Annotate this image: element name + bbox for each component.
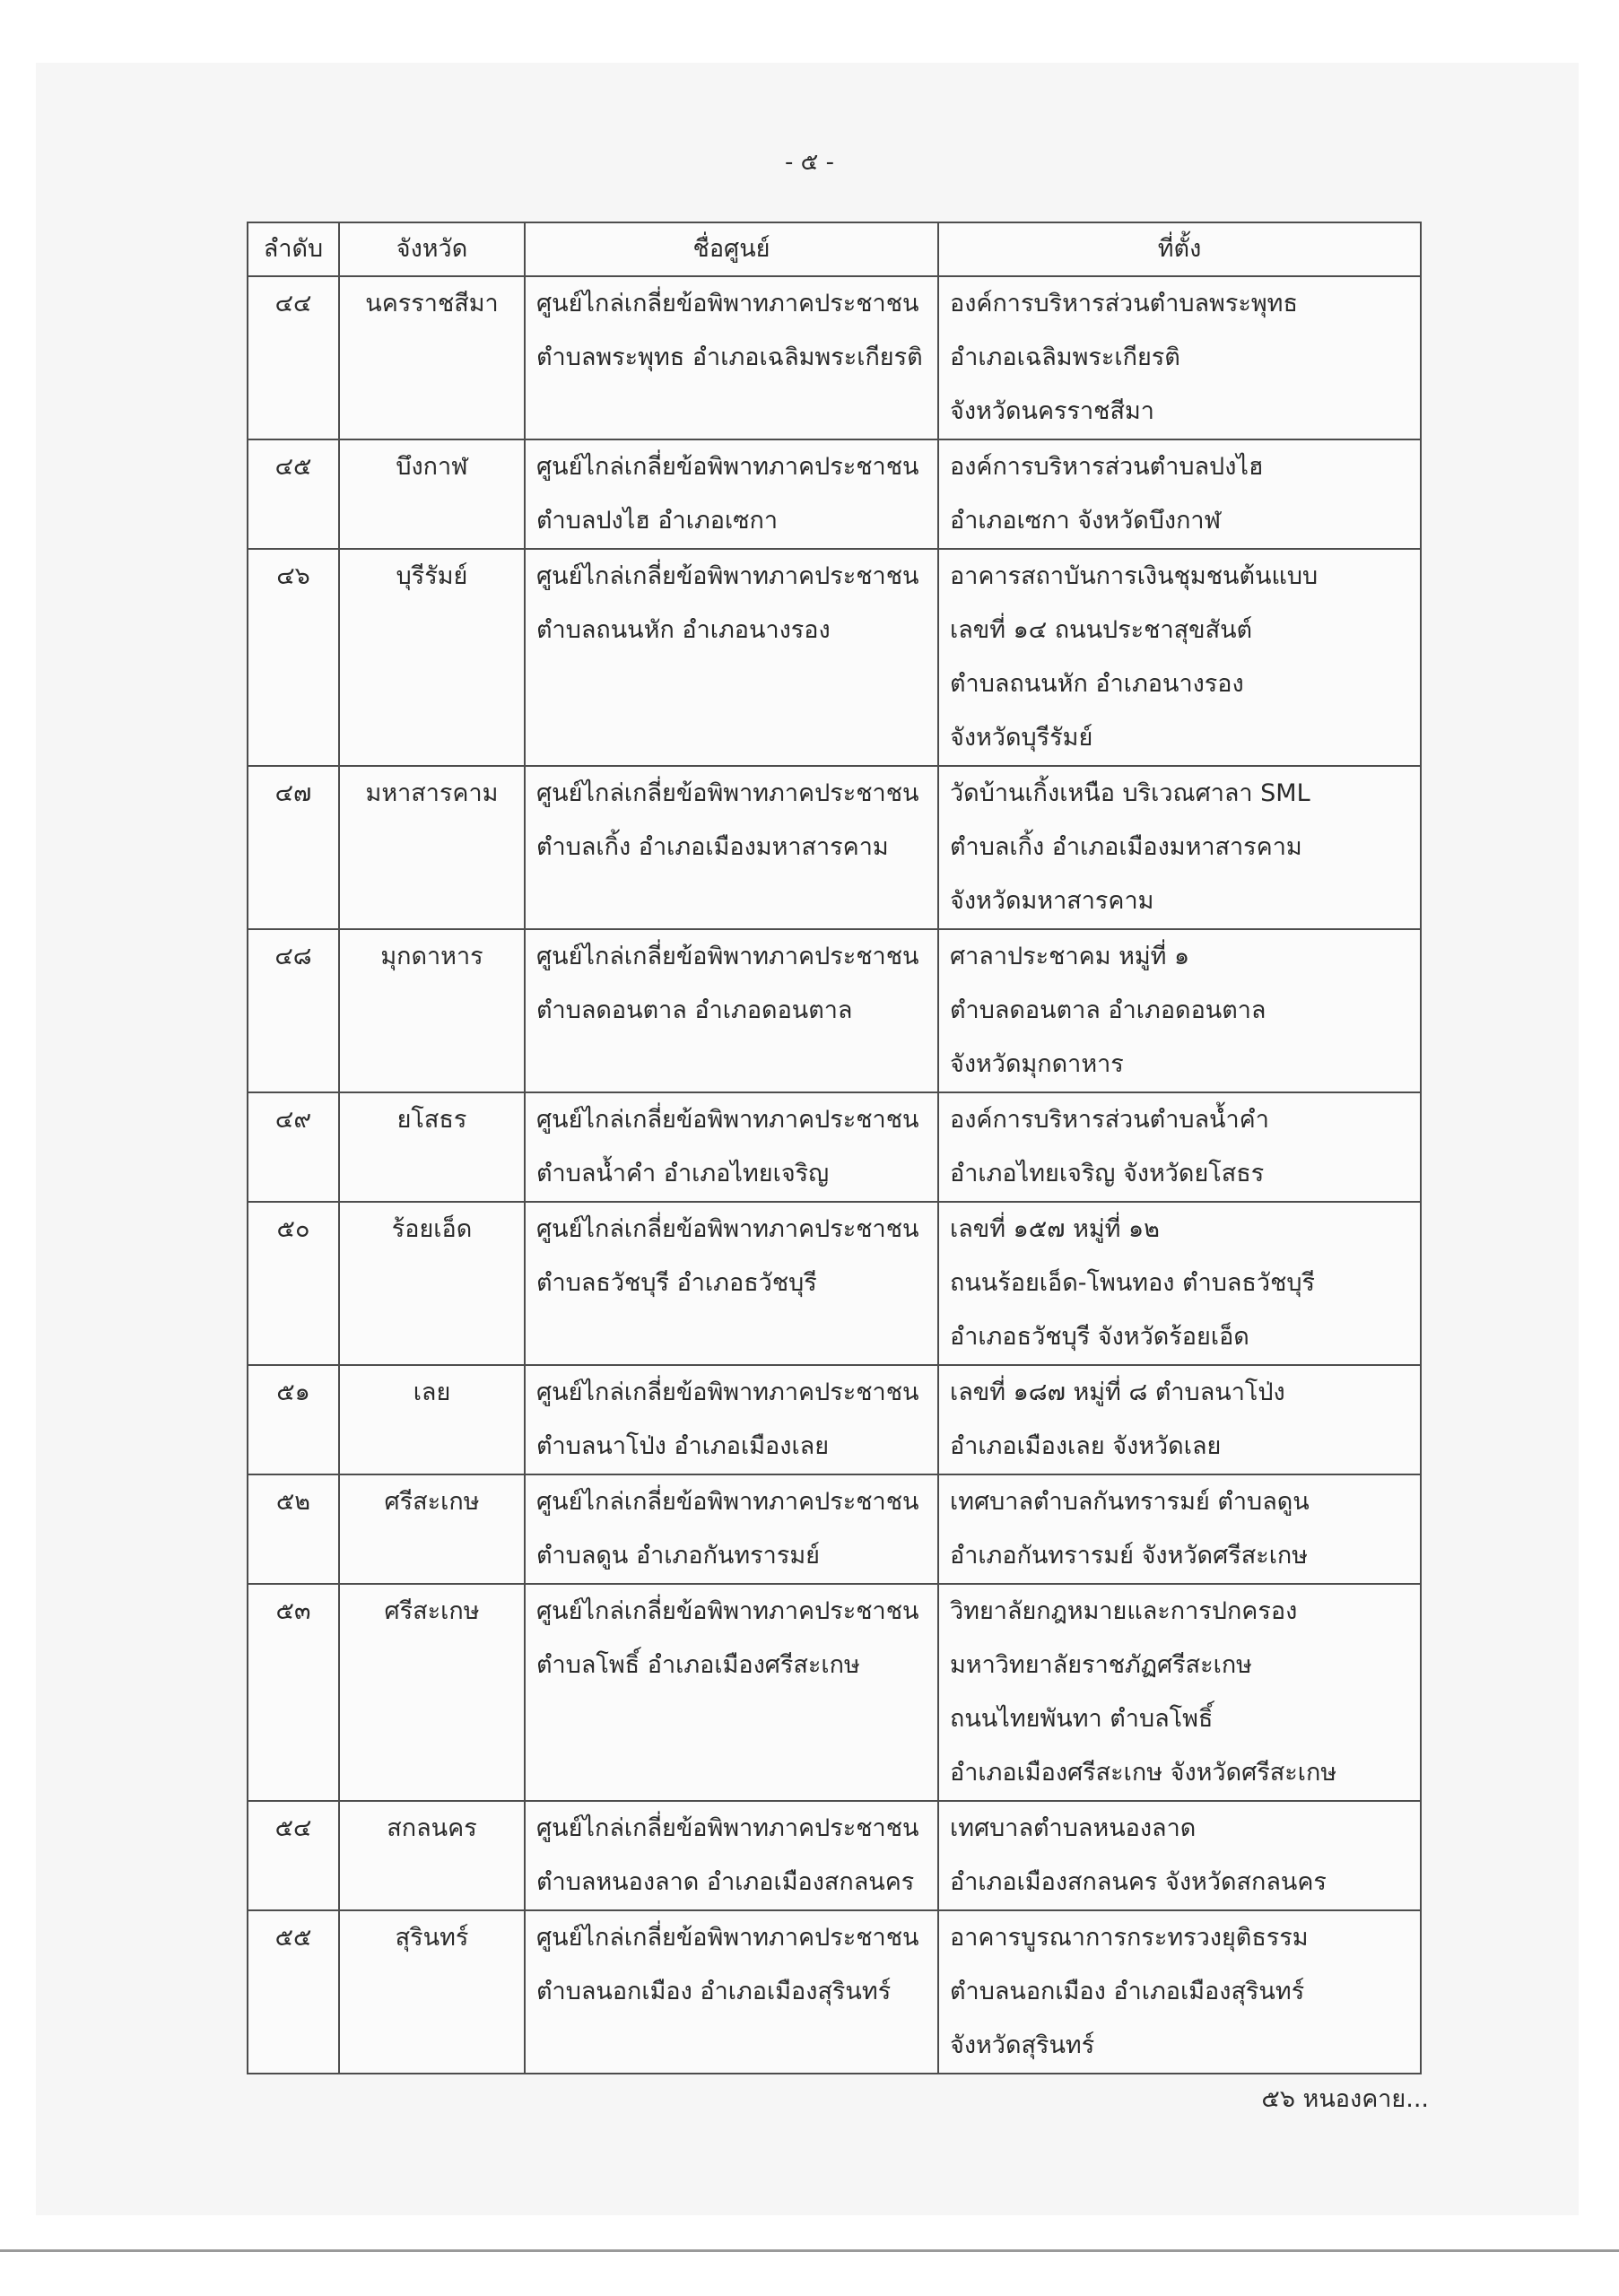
center-name-line: ตำบลปงไฮ อำเภอเซกา	[536, 507, 779, 535]
table-row	[248, 1202, 1421, 1365]
page-bottom-line	[0, 2249, 1619, 2252]
center-name-line: ตำบลถนนหัก อำเภอนางรอง	[536, 616, 831, 644]
location-line: อำเภอไทยเจริญ จังหวัดยโสธร	[950, 1160, 1265, 1187]
row-location	[938, 1092, 1421, 1202]
row-order-number: ๔๙	[248, 1092, 339, 1202]
col-header-province: จังหวัด	[339, 222, 525, 276]
col-header-center-name: ชื่อศูนย์	[525, 222, 938, 276]
row-province: สุรินทร์	[339, 1910, 525, 2074]
row-province: บุรีรัมย์	[339, 549, 525, 766]
center-name-line: ตำบลนาโป่ง อำเภอเมืองเลย	[536, 1432, 830, 1460]
row-location	[938, 766, 1421, 929]
location-line: ตำบลถนนหัก อำเภอนางรอง	[950, 670, 1244, 698]
location-line: ตำบลเกิ้ง อำเภอเมืองมหาสารคาม	[950, 833, 1302, 861]
row-order-number: ๕๑	[248, 1365, 339, 1474]
center-name-line: ศูนย์ไกล่เกลี่ยข้อพิพาทภาคประชาชน	[536, 1106, 919, 1134]
page-number: - ๕ -	[785, 149, 834, 176]
row-province: มหาสารคาม	[339, 766, 525, 929]
center-name-line: ตำบลพระพุทธ อำเภอเฉลิมพระเกียรติ	[536, 344, 923, 371]
location-line: เลขที่ ๑๕๗ หมู่ที่ ๑๒	[950, 1215, 1160, 1243]
row-center-name	[525, 549, 938, 766]
center-name-line: ศูนย์ไกล่เกลี่ยข้อพิพาทภาคประชาชน	[536, 1378, 919, 1406]
row-location	[938, 1584, 1421, 1801]
table-header-row	[248, 222, 1421, 276]
table-row	[248, 766, 1421, 929]
location-line: องค์การบริหารส่วนตำบลปงไฮ	[950, 453, 1264, 481]
location-line: จังหวัดสุรินทร์	[950, 2031, 1095, 2059]
location-line: วัดบ้านเกิ้งเหนือ บริเวณศาลา SML	[950, 779, 1310, 807]
row-location	[938, 439, 1421, 549]
location-line: จังหวัดมุกดาหาร	[950, 1050, 1124, 1078]
location-line: เลขที่ ๑๘๗ หมู่ที่ ๘ ตำบลนาโป่ง	[950, 1378, 1285, 1406]
location-line: อำเภอเฉลิมพระเกียรติ	[950, 344, 1180, 371]
location-line: ตำบลนอกเมือง อำเภอเมืองสุรินทร์	[950, 1978, 1305, 2005]
centers-table	[247, 222, 1422, 2074]
center-name-line: ศูนย์ไกล่เกลี่ยข้อพิพาทภาคประชาชน	[536, 1814, 919, 1842]
row-location	[938, 1474, 1421, 1584]
table-row	[248, 276, 1421, 439]
row-province: ร้อยเอ็ด	[339, 1202, 525, 1365]
row-order-number: ๕๐	[248, 1202, 339, 1365]
table-row	[248, 929, 1421, 1092]
location-line: อำเภอธวัชบุรี จังหวัดร้อยเอ็ด	[950, 1323, 1249, 1351]
row-location	[938, 276, 1421, 439]
location-line: อาคารสถาบันการเงินชุมชนต้นแบบ	[950, 562, 1319, 590]
center-name-line: ศูนย์ไกล่เกลี่ยข้อพิพาทภาคประชาชน	[536, 453, 919, 481]
center-name-line: ตำบลโพธิ์ อำเภอเมืองศรีสะเกษ	[536, 1651, 860, 1679]
row-location	[938, 1910, 1421, 2074]
table-row	[248, 1910, 1421, 2074]
row-location	[938, 1801, 1421, 1910]
row-location	[938, 1202, 1421, 1365]
row-center-name	[525, 1910, 938, 2074]
row-order-number: ๔๘	[248, 929, 339, 1092]
location-line: อำเภอกันทรารมย์ จังหวัดศรีสะเกษ	[950, 1542, 1309, 1570]
row-order-number: ๔๗	[248, 766, 339, 929]
row-province: สกลนคร	[339, 1801, 525, 1910]
row-order-number: ๕๔	[248, 1801, 339, 1910]
location-line: อำเภอเซกา จังหวัดบึงกาฬ	[950, 507, 1222, 535]
row-center-name	[525, 439, 938, 549]
row-order-number: ๕๒	[248, 1474, 339, 1584]
location-line: ตำบลดอนตาล อำเภอดอนตาล	[950, 996, 1266, 1024]
center-name-line: ตำบลดอนตาล อำเภอดอนตาล	[536, 996, 853, 1024]
row-province: ยโสธร	[339, 1092, 525, 1202]
table-row	[248, 1474, 1421, 1584]
row-order-number: ๔๕	[248, 439, 339, 549]
center-name-line: ศูนย์ไกล่เกลี่ยข้อพิพาทภาคประชาชน	[536, 943, 919, 970]
table-row	[248, 1801, 1421, 1910]
location-line: องค์การบริหารส่วนตำบลน้ำคำ	[950, 1106, 1269, 1134]
location-line: เลขที่ ๑๔ ถนนประชาสุขสันต์	[950, 616, 1253, 644]
row-center-name	[525, 276, 938, 439]
table-row	[248, 1584, 1421, 1801]
center-name-line: ศูนย์ไกล่เกลี่ยข้อพิพาทภาคประชาชน	[536, 1924, 919, 1952]
location-line: จังหวัดบุรีรัมย์	[950, 724, 1093, 752]
row-center-name	[525, 1202, 938, 1365]
center-name-line: ตำบลน้ำคำ อำเภอไทยเจริญ	[536, 1160, 830, 1187]
center-name-line: ตำบลเกิ้ง อำเภอเมืองมหาสารคาม	[536, 833, 889, 861]
col-header-order: ลำดับ	[248, 222, 339, 276]
location-line: องค์การบริหารส่วนตำบลพระพุทธ	[950, 290, 1298, 317]
row-location	[938, 929, 1421, 1092]
table-row	[248, 549, 1421, 766]
center-name-line: ศูนย์ไกล่เกลี่ยข้อพิพาทภาคประชาชน	[536, 1215, 919, 1243]
center-name-line: ตำบลดูน อำเภอกันทรารมย์	[536, 1542, 820, 1570]
row-province: นครราชสีมา	[339, 276, 525, 439]
table-row	[248, 439, 1421, 549]
row-center-name	[525, 766, 938, 929]
row-center-name	[525, 1584, 938, 1801]
center-name-line: ตำบลนอกเมือง อำเภอเมืองสุรินทร์	[536, 1978, 892, 2005]
row-order-number: ๕๕	[248, 1910, 339, 2074]
location-line: วิทยาลัยกฎหมายและการปกครอง	[950, 1597, 1298, 1625]
row-province: ศรีสะเกษ	[339, 1474, 525, 1584]
location-line: ถนนไทยพันทา ตำบลโพธิ์	[950, 1705, 1214, 1733]
location-line: อำเภอเมืองสกลนคร จังหวัดสกลนคร	[950, 1868, 1327, 1896]
row-order-number: ๔๖	[248, 549, 339, 766]
table-row	[248, 1365, 1421, 1474]
location-line: จังหวัดนครราชสีมา	[950, 397, 1154, 425]
row-center-name	[525, 1092, 938, 1202]
center-name-line: ศูนย์ไกล่เกลี่ยข้อพิพาทภาคประชาชน	[536, 1488, 919, 1516]
location-line: อาคารบูรณาการกระทรวงยุติธรรม	[950, 1924, 1309, 1952]
center-name-line: ศูนย์ไกล่เกลี่ยข้อพิพาทภาคประชาชน	[536, 290, 919, 317]
col-header-location: ที่ตั้ง	[938, 222, 1421, 276]
row-order-number: ๕๓	[248, 1584, 339, 1801]
center-name-line: ศูนย์ไกล่เกลี่ยข้อพิพาทภาคประชาชน	[536, 1597, 919, 1625]
row-center-name	[525, 1365, 938, 1474]
row-center-name	[525, 929, 938, 1092]
row-province: ศรีสะเกษ	[339, 1584, 525, 1801]
location-line: มหาวิทยาลัยราชภัฏศรีสะเกษ	[950, 1651, 1252, 1679]
location-line: จังหวัดมหาสารคาม	[950, 887, 1154, 915]
table-row	[248, 1092, 1421, 1202]
location-line: อำเภอเมืองเลย จังหวัดเลย	[950, 1432, 1222, 1460]
center-name-line: ศูนย์ไกล่เกลี่ยข้อพิพาทภาคประชาชน	[536, 562, 919, 590]
location-line: เทศบาลตำบลกันทรารมย์ ตำบลดูน	[950, 1488, 1310, 1516]
row-center-name	[525, 1474, 938, 1584]
row-order-number: ๔๔	[248, 276, 339, 439]
table-body	[248, 276, 1421, 2074]
row-province: เลย	[339, 1365, 525, 1474]
row-center-name	[525, 1801, 938, 1910]
location-line: ถนนร้อยเอ็ด-โพนทอง ตำบลธวัชบุรี	[950, 1269, 1316, 1297]
row-province: บึงกาฬ	[339, 439, 525, 549]
row-location	[938, 549, 1421, 766]
continuation-note: ๕๖ หนองคาย...	[1261, 2085, 1429, 2113]
row-province: มุกดาหาร	[339, 929, 525, 1092]
center-name-line: ตำบลหนองลาด อำเภอเมืองสกลนคร	[536, 1868, 915, 1896]
center-name-line: ตำบลธวัชบุรี อำเภอธวัชบุรี	[536, 1269, 817, 1297]
center-name-line: ศูนย์ไกล่เกลี่ยข้อพิพาทภาคประชาชน	[536, 779, 919, 807]
row-location	[938, 1365, 1421, 1474]
location-line: อำเภอเมืองศรีสะเกษ จังหวัดศรีสะเกษ	[950, 1759, 1337, 1787]
location-line: ศาลาประชาคม หมู่ที่ ๑	[950, 943, 1190, 970]
location-line: เทศบาลตำบลหนองลาด	[950, 1814, 1197, 1842]
